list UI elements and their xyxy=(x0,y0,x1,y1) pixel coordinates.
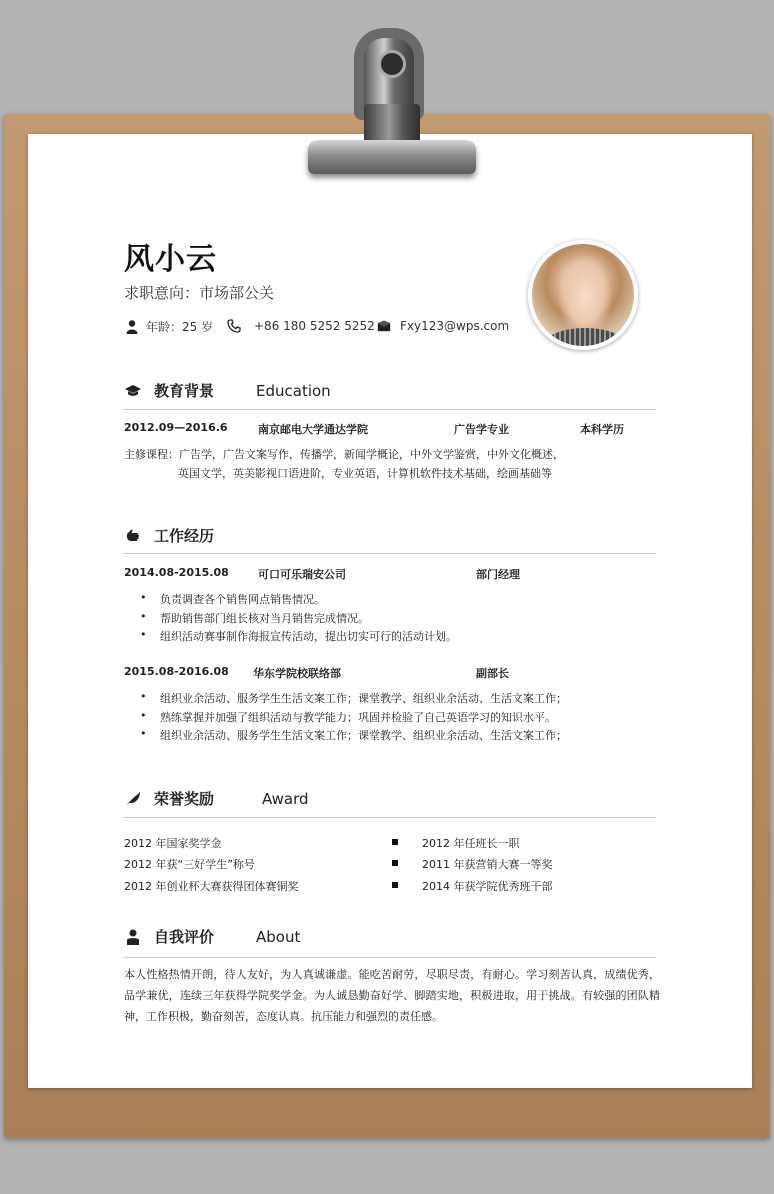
job-intent: 求职意向：市场部公关 xyxy=(124,284,275,302)
job2-period: 2015.08-2016.08 xyxy=(124,665,229,678)
job1-company: 可口可乐瑞安公司 xyxy=(258,568,346,581)
job2-duty-text: 组织业余活动、服务学生生活文案工作；课堂教学、组织业余活动、生活文案工作； xyxy=(160,692,567,705)
job2-role: 副部长 xyxy=(476,667,509,680)
education-school: 南京邮电大学通达学院 xyxy=(258,423,368,436)
about-title-en: About xyxy=(256,927,301,946)
award-left-item: 2012 年国家奖学金 xyxy=(124,837,222,850)
job1-duty xyxy=(142,610,369,626)
mail-icon xyxy=(376,318,392,334)
job2-duty-text: 熟练掌握并加强了组织活动与教学能力；巩固并检验了自己英语学习的知识水平。 xyxy=(160,711,556,724)
job1-role: 部门经理 xyxy=(476,568,520,581)
education-courses-line1: 主修课程：广告学，广告文案写作，传播学，新闻学概论，中外文学鉴赏，中外文化概述， xyxy=(124,448,564,461)
education-major: 广告学专业 xyxy=(454,423,509,436)
about-header xyxy=(124,926,656,947)
education-courses-line2: 英国文学，英美影视口语进阶，专业英语，计算机软件技术基础，绘画基础等 xyxy=(178,467,552,480)
job1-duty-text: 负责调查各个销售网点销售情况。 xyxy=(160,593,325,606)
graduation-cap-icon xyxy=(124,382,142,400)
award-header xyxy=(124,788,656,809)
job2-duty-text: 组织业余活动、服务学生生活文案工作；课堂教学、组织业余活动、生活文案工作； xyxy=(160,729,567,742)
award-right-item: 2011 年获营销大赛一等奖 xyxy=(422,858,553,871)
email-contact xyxy=(376,318,509,334)
about-text: 本人性格热情开朗，待人友好，为人真诚谦虚。能吃苦耐劳，尽职尽责，有耐心。学习刻苦认真，成绩优秀，品学兼优，连续三年获得学院奖学金。为人诚恳勤奋好学、脚踏实地，积极进取，用于挑战。有较强的团队精神，工作积极，勤奋刻苦，态度认真。抗压能力和强烈的责任感。 xyxy=(124,968,660,1023)
award-title-en: Award xyxy=(262,789,309,808)
leaf-icon xyxy=(124,790,142,808)
job1-duty-text: 帮助销售部门组长核对当月销售完成情况。 xyxy=(160,612,369,625)
about-divider xyxy=(124,957,656,958)
phone-contact xyxy=(226,318,375,334)
square-bullet-icon xyxy=(392,882,398,888)
square-bullet-icon xyxy=(392,860,398,866)
job1-duty-text: 组织活动赛事制作海报宣传活动，提出切实可行的活动计划。 xyxy=(160,630,457,643)
phone-text[interactable]: +86 180 5252 5252 xyxy=(254,319,375,333)
award-left-item: 2012 年获“三好学生”称号 xyxy=(124,858,255,871)
age-contact xyxy=(124,318,213,335)
education-header xyxy=(124,380,656,401)
job1-period: 2014.08-2015.08 xyxy=(124,566,229,579)
job2-duty xyxy=(142,727,567,743)
square-bullet-icon xyxy=(392,839,398,845)
award-divider xyxy=(124,817,656,818)
profile-photo xyxy=(528,240,638,350)
job2-company: 华东学院校联络部 xyxy=(253,667,341,680)
age-text: 年龄：25 岁 xyxy=(146,320,214,334)
job2-duty xyxy=(142,690,567,706)
hand-icon xyxy=(124,527,142,545)
award-right-item: 2012 年任班长一职 xyxy=(422,837,520,850)
education-degree: 本科学历 xyxy=(580,423,624,436)
candidate-name: 风小云 xyxy=(124,242,217,277)
award-title-zh: 荣誉奖励 xyxy=(154,790,215,808)
job1-duty xyxy=(142,628,457,644)
education-divider xyxy=(124,409,656,410)
education-title-zh: 教育背景 xyxy=(154,382,215,400)
award-left-item: 2012 年创业杯大赛获得团体赛铜奖 xyxy=(124,880,299,893)
education-title-en: Education xyxy=(256,381,331,400)
clip-base xyxy=(308,140,476,174)
work-header xyxy=(124,525,656,546)
job1-duty xyxy=(142,591,325,607)
work-title-zh: 工作经历 xyxy=(154,527,215,545)
person-icon xyxy=(124,319,140,335)
user-icon xyxy=(124,928,142,946)
email-text[interactable]: Fxy123@wps.com xyxy=(400,319,510,333)
binder-clip xyxy=(302,28,482,178)
education-period: 2012.09—2016.6 xyxy=(124,421,228,434)
phone-icon xyxy=(226,318,242,334)
work-divider xyxy=(124,553,656,554)
award-right-item: 2014 年获学院优秀班干部 xyxy=(422,880,553,893)
job2-duty xyxy=(142,709,556,725)
about-title-zh: 自我评价 xyxy=(154,928,215,946)
